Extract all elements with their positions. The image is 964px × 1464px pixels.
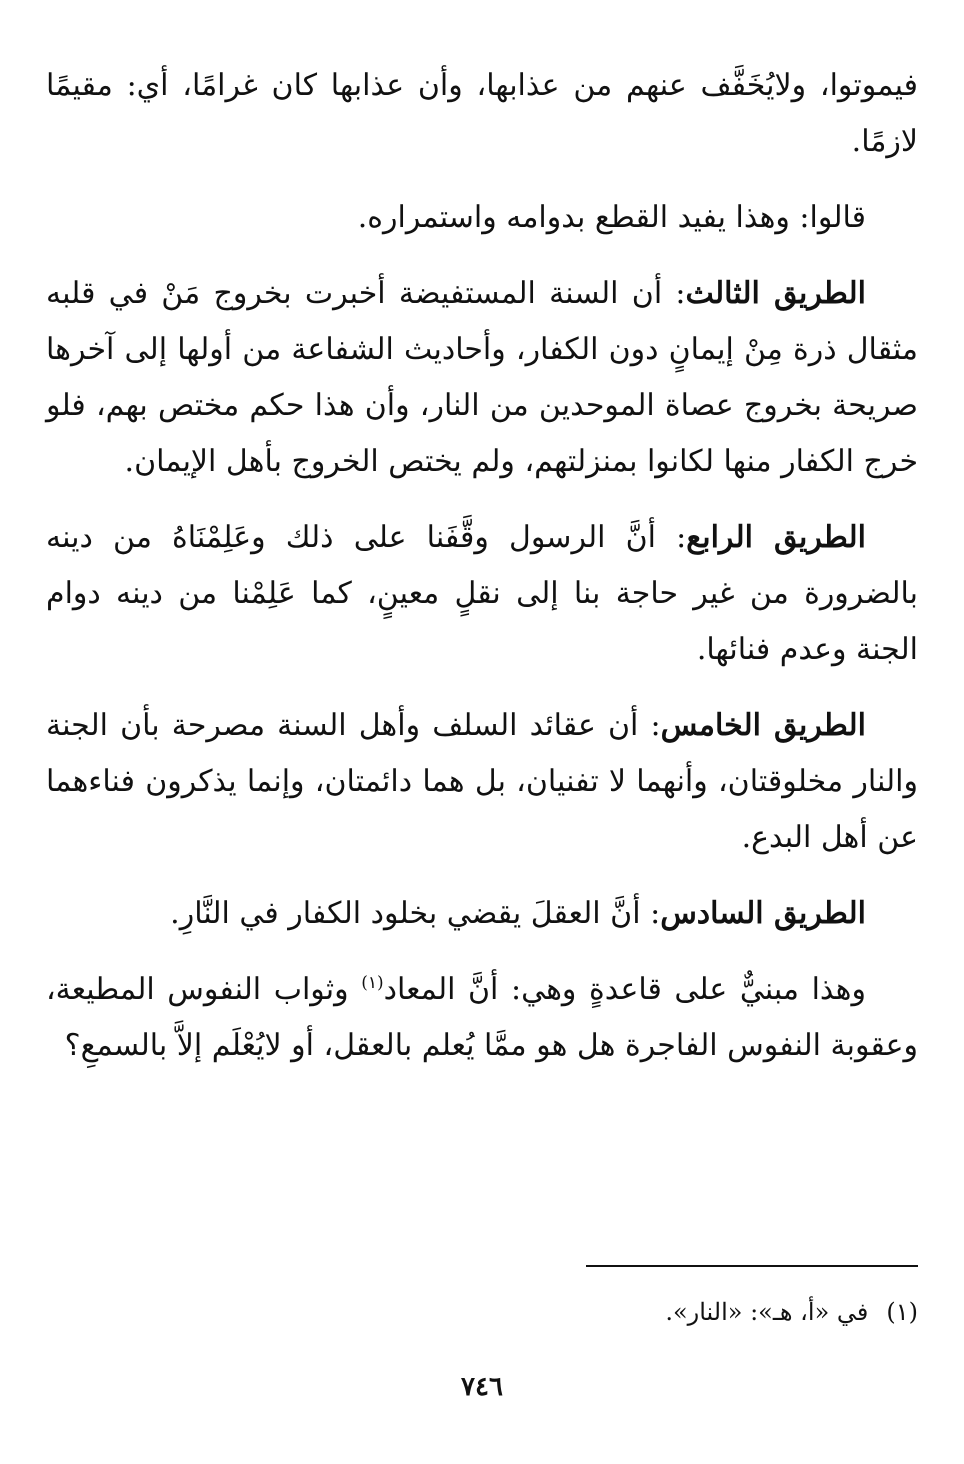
footnote [46,1292,918,1332]
section-lead: الطريق الثالث [685,276,867,311]
paragraph-text: قالوا: وهذا يفيد القطع بدوامه واستمراره. [357,200,866,235]
paragraph-text: : أن السنة المستفيضة أخبرت بخروج مَنْ في قلبه مثقال ذرة مِنْ إيمانٍ دون الكفار، وأحاديث الشفاعة من أولها إلى آخرها صريحة بخروج عصاة الموحدين من النار، وأن هذا حكم مختص بهم، فلو خرج الكفار منها لكانوا بمنزلتهم، ولم يختص الخروج بأهل الإيمان. [46,276,918,479]
footnote-divider [586,1265,918,1267]
paragraph-continuation [46,58,918,170]
page-body [46,58,918,1094]
section-lead: الطريق الخامس [660,708,866,743]
footnote-text: في «أ، هـ»: «النار». [665,1298,869,1326]
paragraph-text: : أن عقائد السلف وأهل السنة مصرحة بأن الجنة والنار مخلوقتان، وأنهما لا تفنيان، بل هما دائمتان، وإنما يذكرون فناءهما عن أهل البدع. [46,708,918,855]
page-number: ٧٤٦ [461,1372,503,1402]
paragraph-text: فيموتوا، ولايُخَفَّف عنهم من عذابها، وأن عذابها كان غرامًا، أي: مقيمًا لازمًا. [46,68,918,159]
paragraph-text: وثواب النفوس المطيعة، وعقوبة النفوس الفاجرة هل هو ممَّا يُعلم بالعقل، أو لايُعْلَم إلاَّ بالسمعِ؟ [46,972,918,1063]
footnote-reference[interactable]: (١) [361,973,384,993]
paragraph-rule-basis [46,962,918,1074]
paragraph-text: : أنَّ الرسول وقَّفَنا على ذلك وعَلِمْنَاهُ من دينه بالضرورة من غير حاجة بنا إلى نقلٍ معينٍ، كما عَلِمْنا من دينه دوام الجنة وعدم فنائها. [46,520,918,667]
footnote-number: (١) [886,1298,918,1326]
paragraph-text: : أنَّ العقلَ يقضي بخلود الكفار في النَّارِ. [170,896,661,931]
paragraph-fifth-path [46,698,918,866]
section-lead: الطريق الرابع [686,520,866,555]
paragraph-qalu [46,190,918,246]
paragraph-third-path [46,266,918,490]
section-lead: الطريق السادس [660,896,866,931]
paragraph-fourth-path [46,510,918,678]
paragraph-text: وهذا مبنيٌّ على قاعدةٍ وهي: أنَّ المعاد [383,972,866,1007]
paragraph-sixth-path [46,886,918,942]
